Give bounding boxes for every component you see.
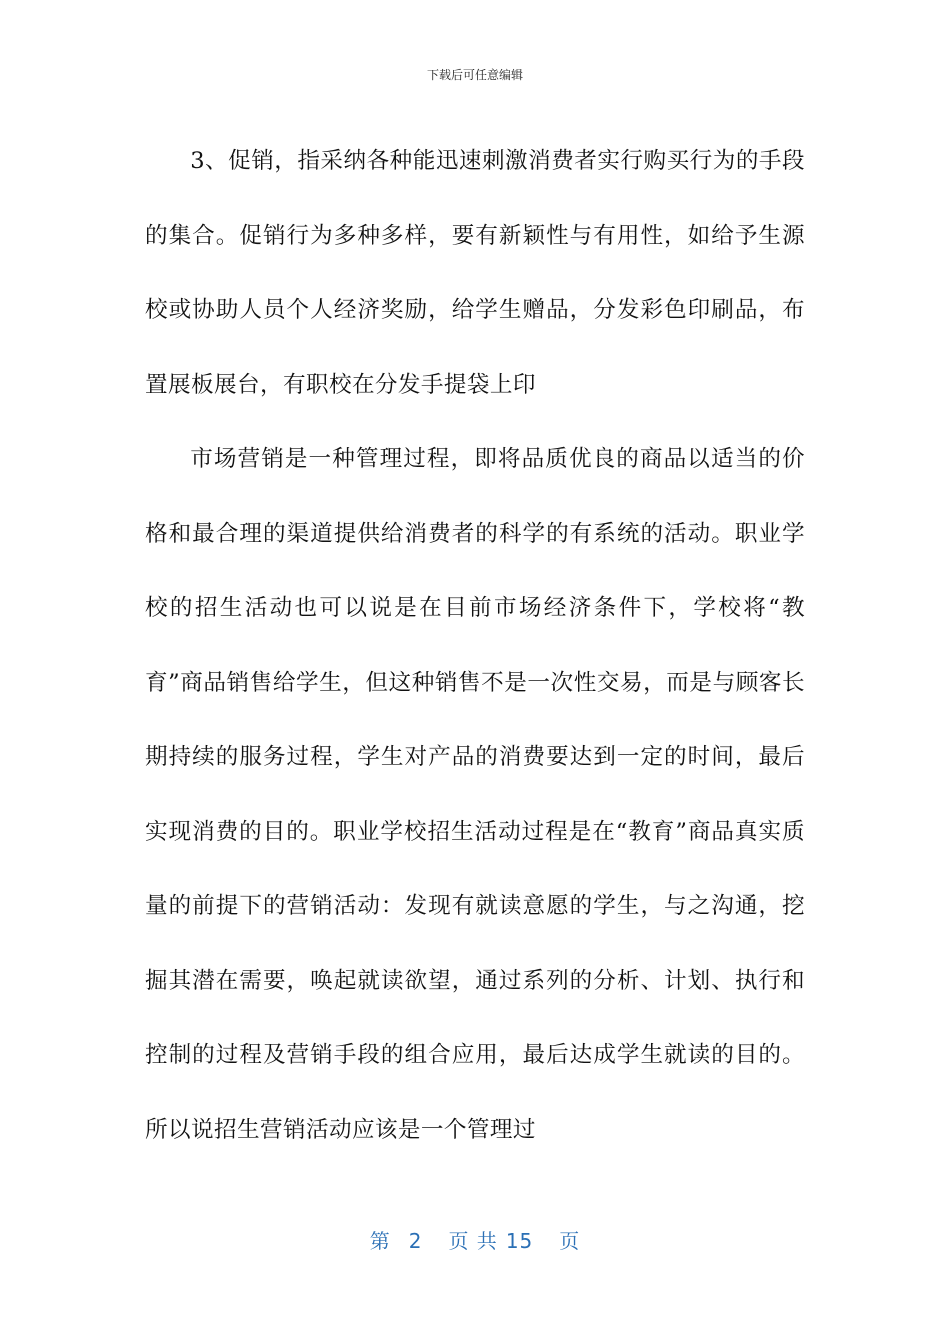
document-body <box>145 124 805 1167</box>
page-header: 下载后可任意编辑 <box>426 68 523 82</box>
of-label: 页 共 <box>448 1229 498 1253</box>
paragraph-promotion: 3、促销，指采纳各种能迅速刺激消费者实行购买行为的手段的集合。促销行为多种多样，要有新颖性与有用性，如给予生源校或协助人员个人经济奖励，给学生赠品，分发彩色印刷品，布置展板展台，有职校在分发手提袋上印 <box>145 148 805 398</box>
page-number: 2 <box>408 1229 423 1253</box>
total-pages: 15 <box>505 1229 534 1253</box>
paragraph-marketing: 市场营销是一种管理过程，即将品质优良的商品以适当的价格和最合理的渠道提供给消费者的科学的有系统的活动。职业学校的招生活动也可以说是在目前市场经济条件下，学校将“教育”商品销售给学生，但这种销售不是一次性交易，而是与顾客长期持续的服务过程，学生对产品的消费要达到一定的时间，最后实现消费的目的。职业学校招生活动过程是在“教育”商品真实质量的前提下的营销活动：发现有就读意愿的学生，与之沟通，挖掘其潜在需要，唤起就读欲望，通过系列的分析、计划、执行和控制的过程及营销手段的组合应用，最后达成学生就读的目的。所以说招生营销活动应该是一个管理过 <box>145 446 805 1143</box>
page-label: 第 <box>369 1229 391 1253</box>
pages-suffix: 页 <box>559 1229 581 1253</box>
page-footer <box>0 1225 950 1254</box>
